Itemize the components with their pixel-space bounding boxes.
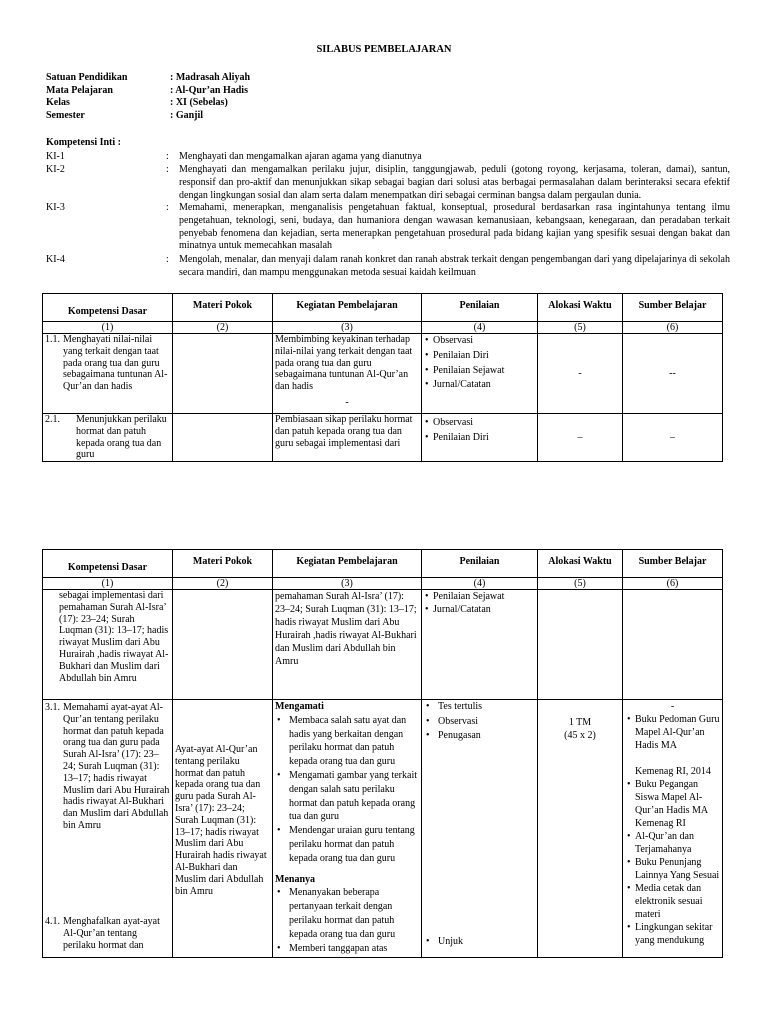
penilaian-cell: • Observasi • Penilaian Diri	[422, 414, 538, 462]
document-title: SILABUS PEMBELAJARAN	[316, 44, 452, 55]
kd-cell: sebagai implementasi dari pemahaman Surah Al-Isra’ (17): 23–24; Surah Luqman (31): 13–17; hadis riwayat Muslim dari Abu Hurairah ,hadis riwayat Al-Bukhari dan Muslim dari Abdullah bin Amru	[43, 590, 173, 700]
alokasi-cell: –	[538, 414, 623, 462]
kegiatan-cell: Pembiasaan sikap perilaku hormat dan patuh kepada orang tua dan guru sebagai implementasi dari	[273, 414, 422, 462]
table-row	[43, 590, 723, 700]
materi-cell: Ayat-ayat Al-Qur’an tentang perilaku hormat dan patuh kepada orang tua dan guru pada Surah Al-Isra’ (17): 23–24; Surah Luqman (31): 13–17; hadis riwayat Muslim dari Abu Hurairah hadis riwayat Al-Bukhari dan Muslim dari Abdullah bin Amru	[173, 700, 273, 958]
materi-cell	[173, 334, 273, 414]
header-kompetensi-dasar: Kompetensi Dasar	[43, 550, 173, 578]
kegiatan-cell: Mengamati • Membaca salah satu ayat dan hadis yang berkaitan dengan perilaku hormat dan patuh kepada orang tua dan guru • Mengamati gambar yang terkait dengan salah satu perilaku hormat dan patuh kepada orang tua dan guru • Mendengar uraian guru tentang perilaku hormat dan patuh kepada orang tua dan guru Menanya • Menanyakan beberapa pertanyaan terkait dengan perilaku hormat dan patuh kepada orang tua dan guru • Memberi tanggapan atas	[273, 700, 422, 958]
column-number-row: (1) (2) (3) (4) (5) (6)	[43, 578, 723, 590]
alokasi-cell: 1 TM (45 x 2)	[538, 700, 623, 958]
header-kegiatan: Kegiatan Pembelajaran	[273, 294, 422, 322]
sumber-cell: –	[623, 414, 723, 462]
header-sumber: Sumber Belajar	[623, 294, 723, 322]
table-header-row	[43, 550, 723, 578]
info-row: Semester : Ganjil	[46, 109, 204, 121]
table-row	[43, 700, 723, 958]
sumber-cell	[623, 590, 723, 700]
sumber-cell: - • Buku Pedoman Guru Mapel Al-Qur’an Hadis MA Kemenag RI, 2014 • Buku Pegangan Siswa Mapel Al-Qur’an Hadis MA Kemenag RI • Al-Qur’an dan Terjamahanya • Buku Penunjang Lainnya Yang Sesuai • Media cetak dan elektronik sesuai materi • Lingkungan sekitar yang mendukung	[623, 700, 723, 958]
kegiatan-cell: Membimbing keyakinan terhadap nilai-nilai yang terkait dengan taat pada orang tua dan guru sebagaimana tuntunan Al-Qur’an dan hadis -	[273, 334, 422, 414]
header-kegiatan: Kegiatan Pembelajaran	[273, 550, 422, 578]
materi-cell	[173, 414, 273, 462]
syllabus-table-2	[42, 549, 723, 958]
header-penilaian: Penilaian	[422, 294, 538, 322]
info-row: Satuan Pendidikan : Madrasah Aliyah	[46, 72, 251, 83]
materi-cell	[173, 590, 273, 700]
header-sumber: Sumber Belajar	[623, 550, 723, 578]
header-alokasi: Alokasi Waktu	[538, 550, 623, 578]
kd-cell: 1.1. Menghayati nilai-nilai yang terkait dengan taat pada orang tua dan guru sebagaimana tuntunan Al-Qur’an dan hadis	[43, 334, 173, 414]
info-row: Kelas : XI (Sebelas)	[46, 97, 228, 109]
header-alokasi: Alokasi Waktu	[538, 294, 623, 322]
ki-heading: Kompetensi Inti :	[46, 137, 121, 148]
identity-block	[46, 72, 726, 122]
column-number-row: (1) (2) (3) (4) (5) (6)	[43, 322, 723, 334]
sumber-cell: --	[623, 334, 723, 414]
header-penilaian: Penilaian	[422, 550, 538, 578]
section-heading: Menanya	[275, 873, 315, 885]
penilaian-cell: • Penilaian Sejawat • Jurnal/Catatan	[422, 590, 538, 700]
info-row: Mata Pelajaran : Al-Qur’an Hadis	[46, 84, 248, 96]
alokasi-cell: -	[538, 334, 623, 414]
penilaian-cell: • Tes tertulis • Observasi • Penugasan • Unjuk	[422, 700, 538, 958]
kd-cell: 3.1. Memahami ayat-ayat Al-Qur’an tentang perilaku hormat dan patuh kepada orang tua dan guru pada Surah Al-Isra’ (17): 23–24; Surah Luqman (31): 13–17; hadis riwayat Muslim dari Abu Hurairah hadis riwayat Al-Bukhari dan Muslim dari Abdullah bin Amru 4.1. Menghafalkan ayat-ayat Al-Qur’an tentang perilaku hormat dan	[43, 700, 173, 958]
header-materi-pokok: Materi Pokok	[173, 294, 273, 322]
table-header-row	[43, 294, 723, 322]
syllabus-table-1	[42, 293, 723, 462]
table-row	[43, 334, 723, 414]
alokasi-cell	[538, 590, 623, 700]
penilaian-cell: • Observasi • Penilaian Diri • Penilaian Sejawat • Jurnal/Catatan	[422, 334, 538, 414]
section-heading: Mengamati	[275, 701, 324, 712]
table-row	[43, 414, 723, 462]
header-materi-pokok: Materi Pokok	[173, 550, 273, 578]
header-kompetensi-dasar: Kompetensi Dasar	[43, 294, 173, 322]
kd-cell: 2.1. Menunjukkan perilaku hormat dan patuh kepada orang tua dan guru	[43, 414, 173, 462]
kegiatan-cell: pemahaman Surah Al-Isra’ (17): 23–24; Surah Luqman (31): 13–17; hadis riwayat Muslim dari Abu Hurairah ,hadis riwayat Al-Bukhari dan Muslim dari Abdullah bin Amru	[273, 590, 422, 700]
